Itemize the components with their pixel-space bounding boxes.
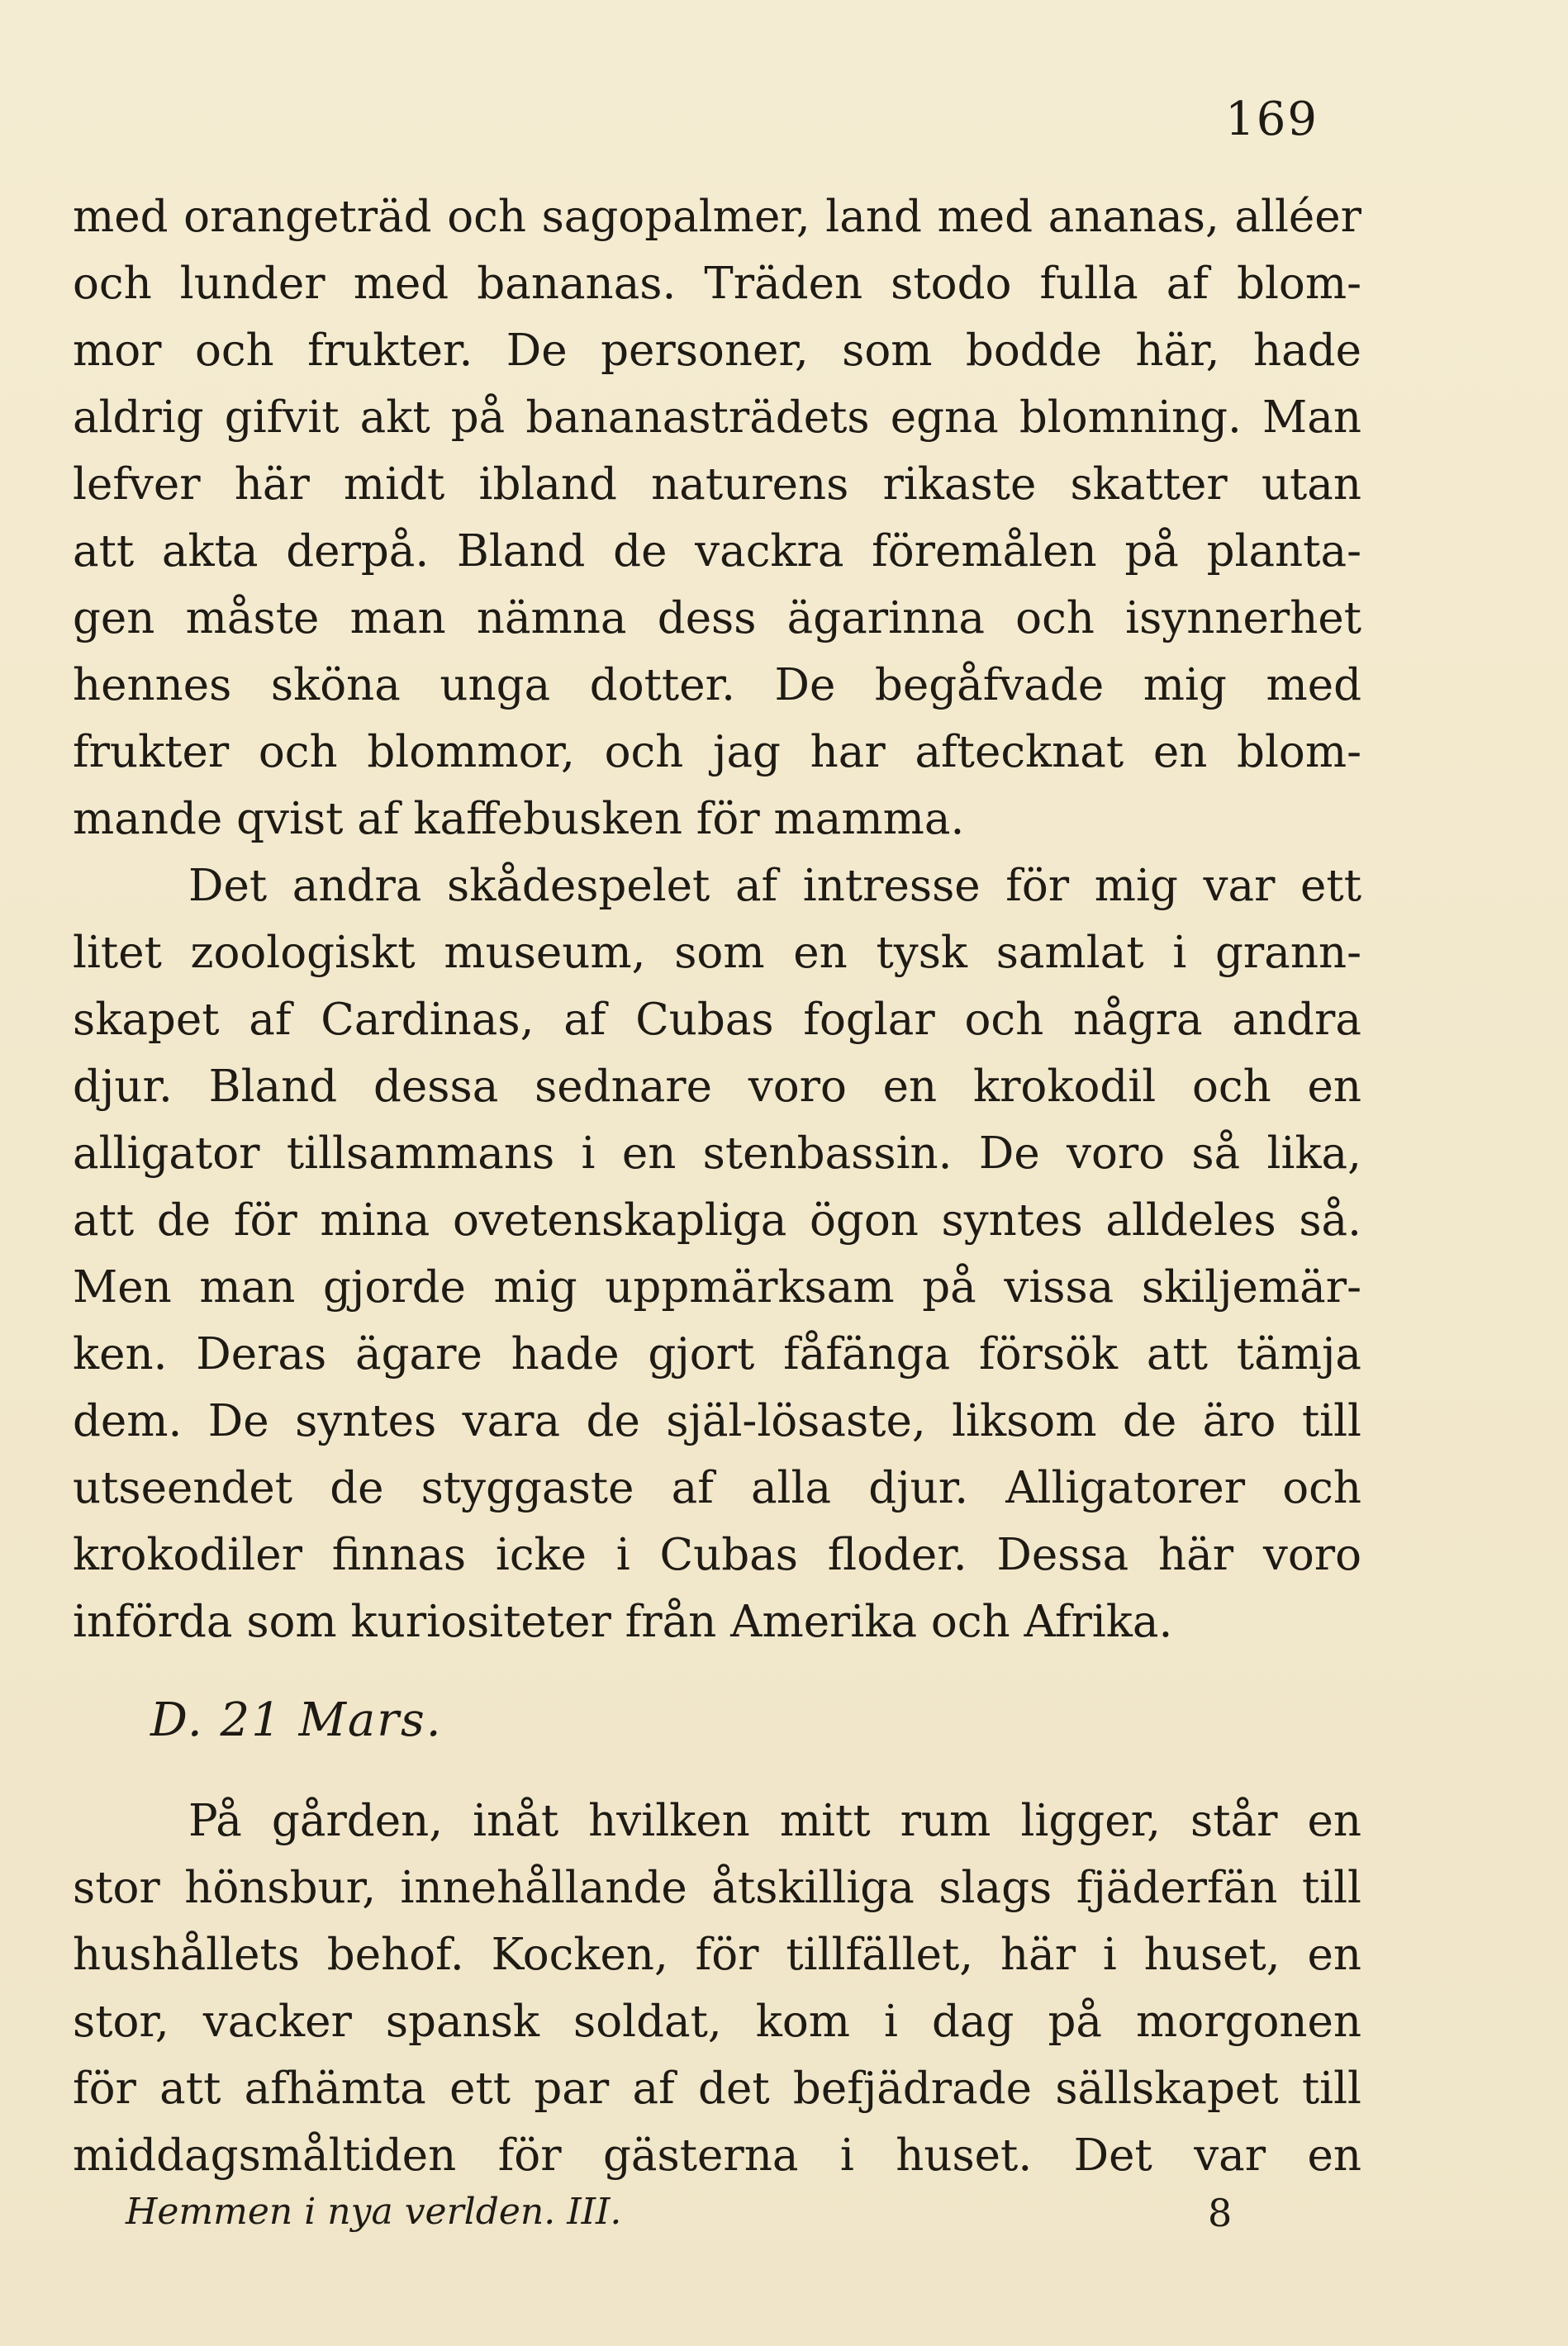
text-line: för att afhämta ett par af det befjädrade sällskapet till: [73, 2063, 1361, 2114]
text-line: middagsmåltiden för gästerna i huset. Det var en: [73, 2130, 1361, 2181]
date-heading: D. 21 Mars.: [150, 1693, 443, 1747]
text-line: skapet af Cardinas, af Cubas foglar och några andra: [73, 995, 1361, 1045]
text-line: hennes sköna unga dotter. De begåfvade mig med: [73, 660, 1361, 710]
text-line: stor hönsbur, innehållande åtskilliga slags fjäderfän till: [73, 1863, 1361, 1913]
text-line: stor, vacker spansk soldat, kom i dag på morgonen: [73, 1997, 1361, 2047]
text-line: att de för mina ovetenskapliga ögon syntes alldeles så.: [73, 1195, 1361, 1246]
text-line: mande qvist af kaffebusken för mamma.: [73, 794, 965, 844]
text-line: Det andra skådespelet af intresse för mig var ett: [188, 861, 1361, 911]
text-line: med orangeträd och sagopalmer, land med ananas, alléer: [73, 192, 1361, 242]
footer-signature-mark: 8: [1208, 2191, 1233, 2235]
text-line: krokodiler finnas icke i Cubas floder. Dessa här voro: [73, 1530, 1361, 1580]
text-line: frukter och blommor, och jag har aftecknat en blom-: [73, 727, 1361, 777]
text-line: och lunder med bananas. Träden stodo fulla af blom-: [73, 259, 1361, 309]
text-line: utseendet de styggaste af alla djur. Alligatorer och: [73, 1463, 1361, 1513]
text-line: alligator tillsammans i en stenbassin. De voro så lika,: [73, 1128, 1361, 1179]
paragraph-1: [73, 183, 1361, 852]
text-line: dem. De syntes vara de själ-lösaste, liksom de äro till: [73, 1396, 1361, 1446]
text-line: litet zoologiskt museum, som en tysk samlat i grann-: [73, 928, 1361, 978]
footer-book-title: Hemmen i nya verlden. III.: [126, 2191, 622, 2233]
text-line: gen måste man nämna dess ägarinna och isynnerhet: [73, 593, 1361, 643]
text-line: införda som kuriositeter från Amerika och Afrika.: [73, 1597, 1173, 1647]
text-line: På gården, inåt hvilken mitt rum ligger, står en: [188, 1796, 1361, 1846]
text-line: lefver här midt ibland naturens rikaste skatter utan: [73, 459, 1361, 510]
paragraph-2: [73, 852, 1361, 1655]
text-line: ken. Deras ägare hade gjort fåfänga försök att tämja: [73, 1329, 1361, 1380]
text-line: hushållets behof. Kocken, för tillfället, här i huset, en: [73, 1930, 1361, 1980]
text-line: djur. Bland dessa sednare voro en krokodil och en: [73, 1061, 1361, 1112]
text-line: mor och frukter. De personer, som bodde här, hade: [73, 325, 1361, 376]
text-line: att akta derpå. Bland de vackra föremålen på planta-: [73, 526, 1361, 577]
text-line: Men man gjorde mig uppmärksam på vissa skiljemär-: [73, 1262, 1361, 1313]
text-line: aldrig gifvit akt på bananasträdets egna blomning. Man: [73, 392, 1361, 443]
page-number: 169: [1225, 93, 1319, 146]
paragraph-3: [73, 1788, 1361, 2189]
